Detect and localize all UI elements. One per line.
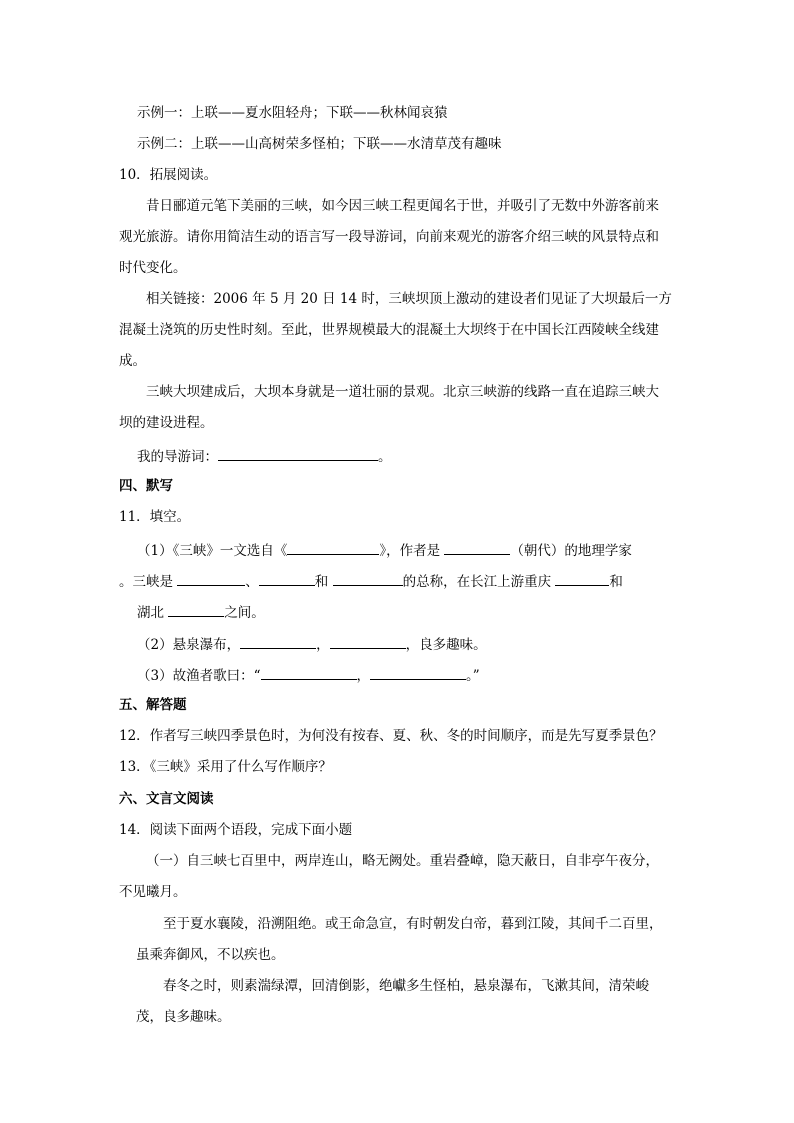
q11-item1-line3: 湖北 之间。 <box>137 601 265 623</box>
q10-para2-line2: 混凝土浇筑的历史性时刻。至此，世界规模最大的混凝土大坝终于在中国长江西陵峡全线建 <box>119 322 659 338</box>
question-14-title: 14．阅读下面两个语段，完成下面小题 <box>119 822 353 838</box>
q11-item1-line2: 。三峡是 、 和 的总称，在长江上游重庆 和 <box>119 570 623 592</box>
section-6-heading: 六、文言文阅读 <box>119 791 214 807</box>
guide-label: 我的导游词： <box>137 449 218 465</box>
example-1: 示例一：上联——夏水阻轻舟；下联——秋林闻哀猿 <box>137 105 448 121</box>
q14-para3-line2: 茂，良多趣味。 <box>136 1009 231 1025</box>
blank-item3-a[interactable] <box>261 664 357 680</box>
blank-gorge-3[interactable] <box>333 570 403 586</box>
q11-item1-line1: （1）《三峡》一文选自《 》，作者是 （朝代）的地理学家 <box>137 539 632 561</box>
q10-para3-line1: 三峡大坝建成后，大坝本身就是一道壮丽的景观。北京三峡游的线路一直在追踪三峡大 <box>146 384 659 400</box>
guide-line: 我的导游词： 。 <box>137 445 392 467</box>
blank-dynasty[interactable] <box>444 539 510 555</box>
q14-para2-line1: 至于夏水襄陵，沿溯阻绝。或王命急宣，有时朝发白帝，暮到江陵，其间千二百里， <box>163 916 663 932</box>
q14-para1-line1: （一）自三峡七百里中，两岸连山，略无阙处。重岩叠嶂，隐天蔽日，自非亭午夜分， <box>146 853 659 869</box>
blank-hubei-place[interactable] <box>168 601 224 617</box>
blank-item2-a[interactable] <box>240 633 316 649</box>
blank-book-title[interactable] <box>287 539 379 555</box>
question-13: 13．《三峡》采用了什么写作顺序？ <box>119 759 332 775</box>
q10-para3-line2: 坝的建设进程。 <box>119 415 214 431</box>
q10-para1-line1: 昔日郦道元笔下美丽的三峡，如今因三峡工程更闻名于世，并吸引了无数中外游客前来 <box>146 198 659 214</box>
blank-item3-b[interactable] <box>370 664 466 680</box>
q10-para1-line2: 观光旅游。请你用简洁生动的语言写一段导游词，向前来观光的游客介绍三峡的风景特点和 <box>119 229 659 245</box>
question-10-title: 10．拓展阅读。 <box>119 167 218 183</box>
question-12: 12．作者写三峡四季景色时，为何没有按春、夏、秋、冬的时间顺序，而是先写夏季景色？ <box>119 728 663 744</box>
guide-answer-blank[interactable] <box>218 445 378 461</box>
q10-para2-line3: 成。 <box>119 353 146 369</box>
q11-item2: （2）悬泉瀑布， ， ，良多趣味。 <box>137 633 487 655</box>
q14-para1-line2: 不见曦月。 <box>119 884 187 900</box>
section-5-heading: 五、解答题 <box>119 697 187 713</box>
q10-para2-line1: 相关链接：2006 年 5 月 20 日 14 时，三峡坝顶上激动的建设者们见证了大坝最后一方 <box>146 291 672 307</box>
question-11-title: 11．填空。 <box>119 509 191 525</box>
example-2: 示例二：上联——山高树荣多怪柏；下联——水清草茂有趣味 <box>137 136 502 152</box>
blank-chongqing-place[interactable] <box>555 570 609 586</box>
blank-gorge-2[interactable] <box>259 570 315 586</box>
blank-gorge-1[interactable] <box>177 570 245 586</box>
q14-para3-line1: 春冬之时，则素湍绿潭，回清倒影，绝巘多生怪柏，悬泉瀑布，飞漱其间，清荣峻 <box>163 978 649 994</box>
q14-para2-line2: 虽乘奔御风，不以疾也。 <box>136 947 285 963</box>
blank-item2-b[interactable] <box>330 633 406 649</box>
section-4-heading: 四、默写 <box>119 478 173 494</box>
q11-item3: （3）故渔者歌曰：“ ， 。” <box>137 664 480 686</box>
q10-para1-line3: 时代变化。 <box>119 260 187 276</box>
